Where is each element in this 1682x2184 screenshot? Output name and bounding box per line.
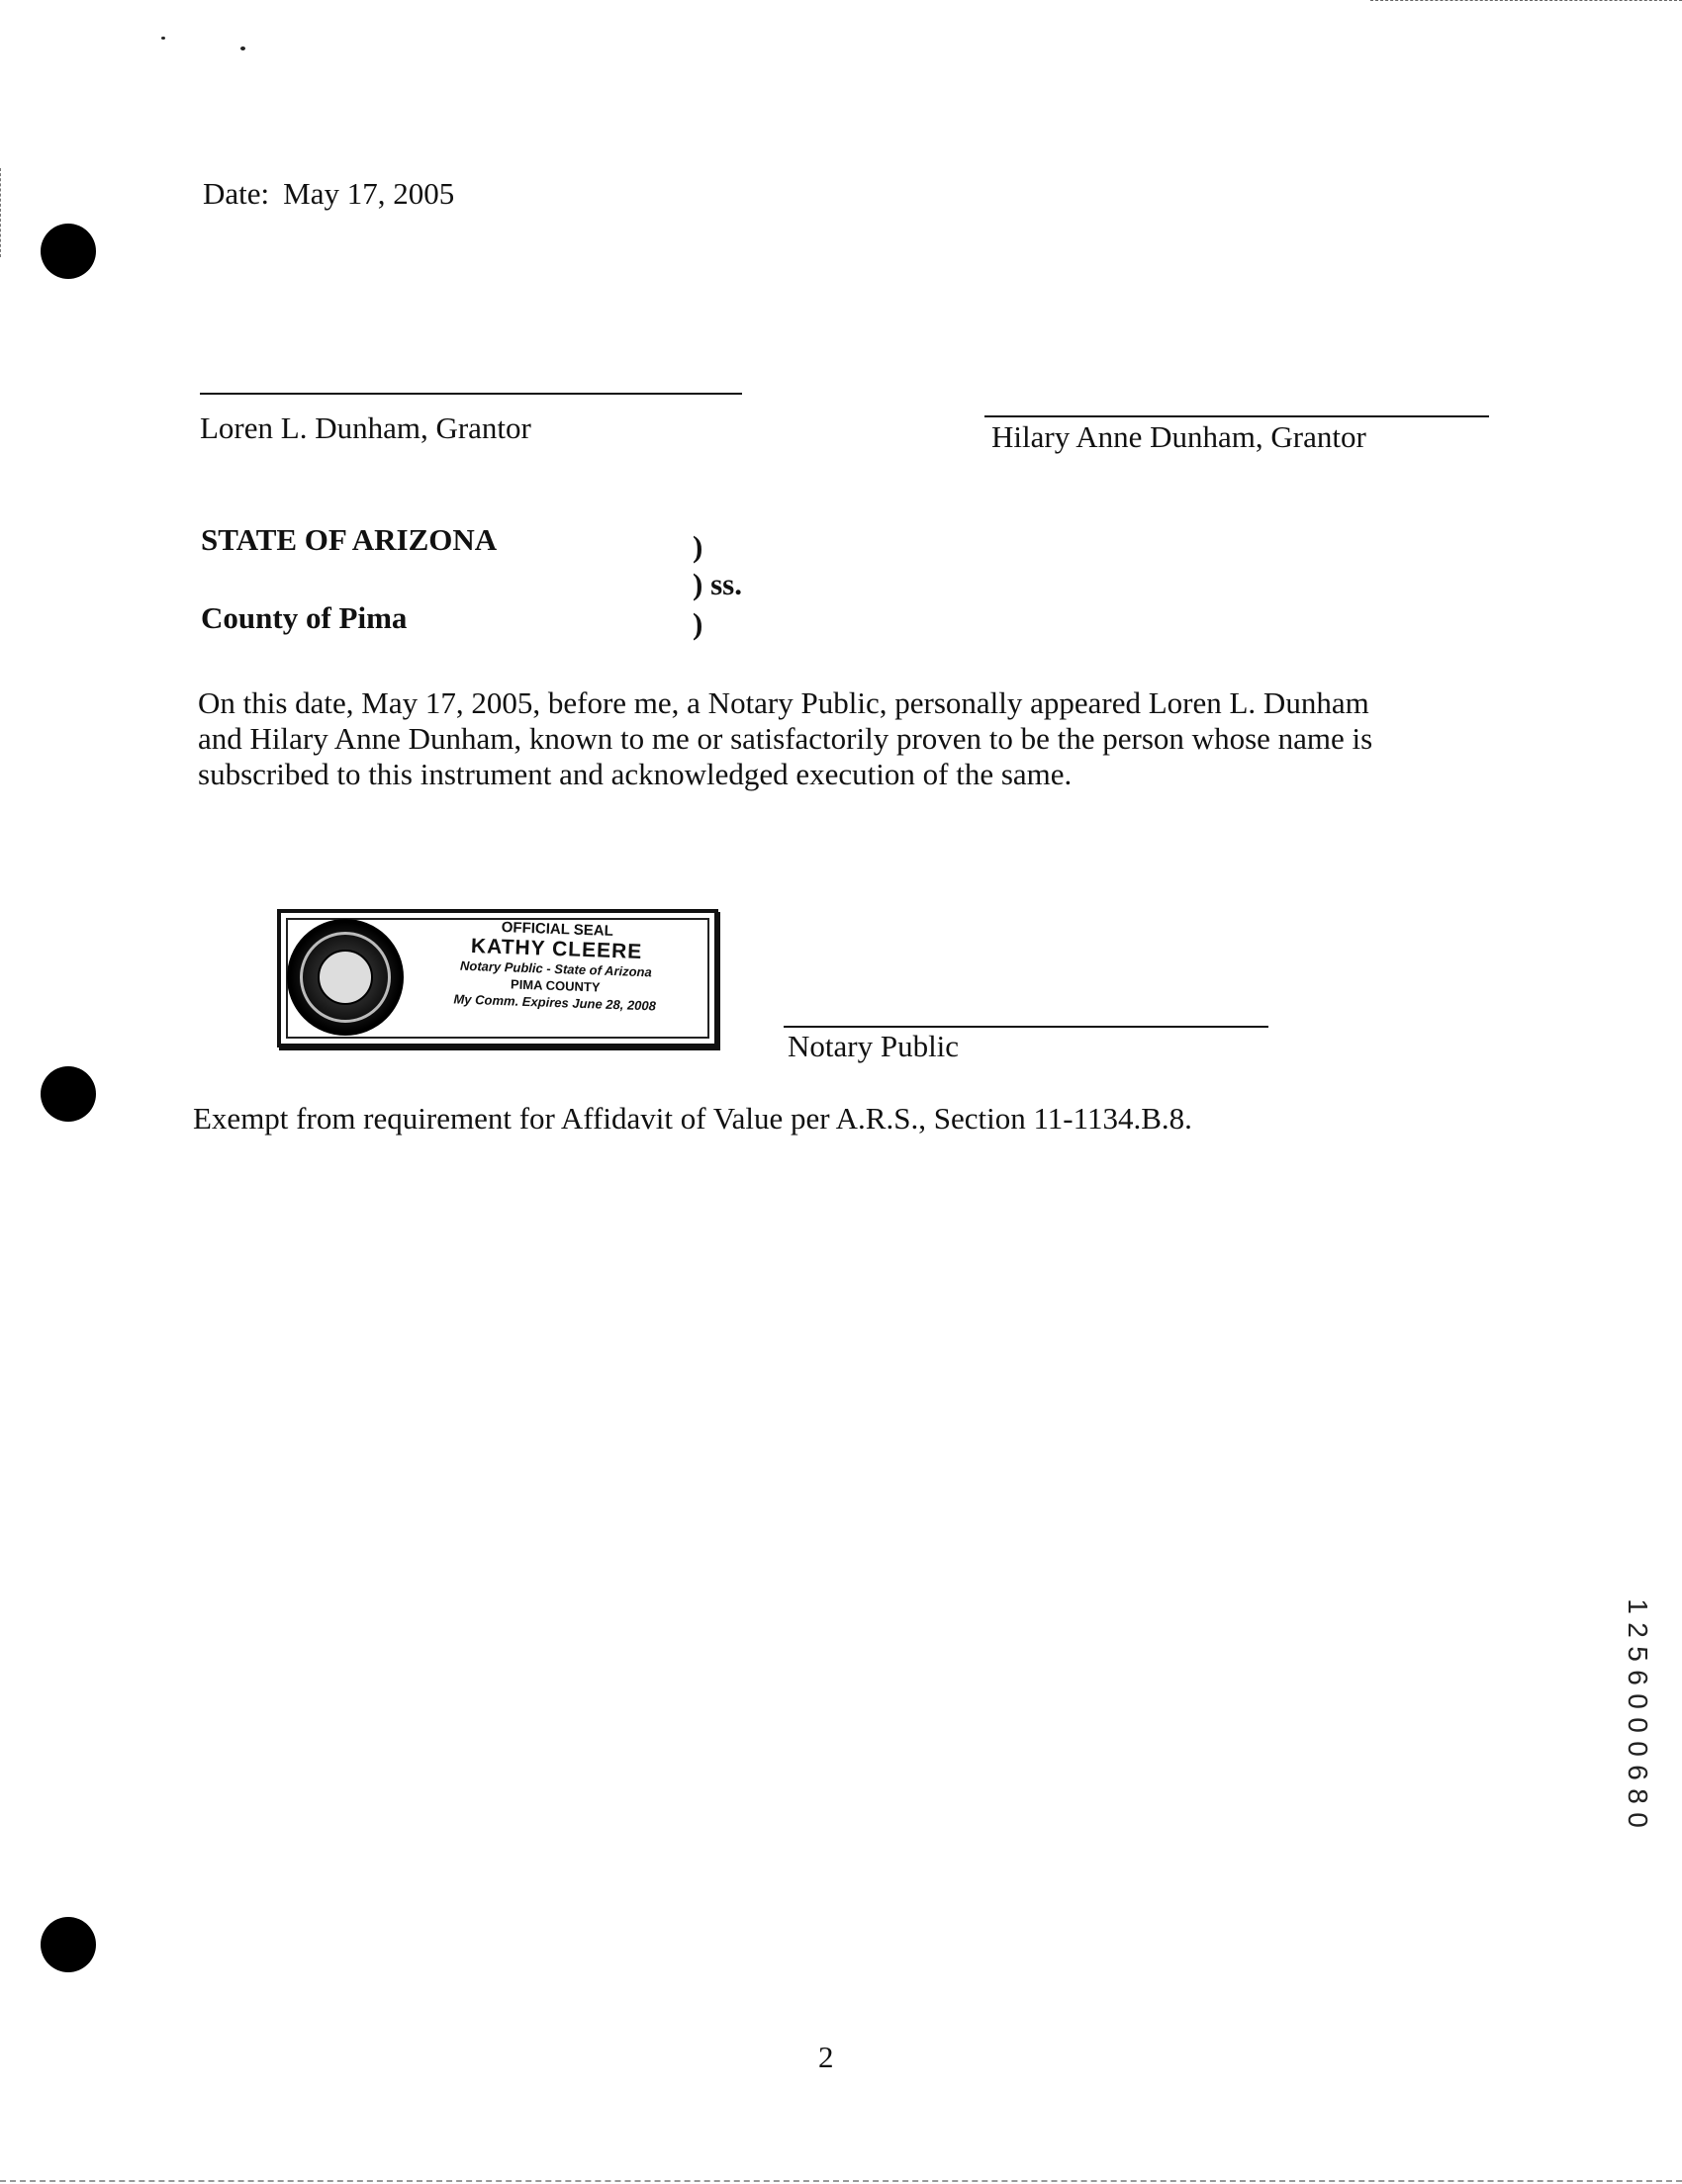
venue-state: STATE OF ARIZONA bbox=[201, 522, 498, 557]
date-line bbox=[203, 176, 454, 212]
scan-edge-bottom bbox=[0, 2180, 1682, 2182]
side-digit: 2 bbox=[1623, 1622, 1653, 1638]
side-digit: 0 bbox=[1623, 1741, 1653, 1757]
date-value: May 17, 2005 bbox=[283, 176, 455, 211]
notary-signature-line bbox=[784, 1026, 1268, 1028]
exemption-statement: Exempt from requirement for Affidavit of Value per A.R.S., Section 11-1134.B.8. bbox=[193, 1101, 1192, 1136]
state-seal-emblem-icon bbox=[287, 919, 404, 1036]
side-digit: 6 bbox=[1623, 1765, 1653, 1780]
date-label: Date: bbox=[203, 176, 270, 211]
page-number: 2 bbox=[818, 2040, 834, 2074]
notary-seal-stamp bbox=[277, 909, 718, 1047]
scan-edge-top bbox=[1370, 0, 1682, 3]
seal-notary-name: KATHY CLEERE bbox=[470, 934, 643, 964]
acknowledgment-line-1: On this date, May 17, 2005, before me, a Notary Public, personally appeared Loren L. Dunham bbox=[198, 685, 1369, 720]
side-digit: 0 bbox=[1623, 1693, 1653, 1709]
acknowledgment-line-2: and Hilary Anne Dunham, known to me or satisfactorily proven to be the person whose name is bbox=[198, 721, 1373, 756]
venue-paren-3: ) bbox=[693, 606, 703, 641]
venue-paren-1: ) bbox=[693, 529, 703, 564]
grantor-2-signature-line bbox=[984, 415, 1489, 417]
side-number-group-1 bbox=[1623, 1594, 1652, 1713]
side-document-number bbox=[1623, 1594, 1652, 1832]
seal-text-block bbox=[411, 916, 702, 1016]
venue-paren-ss: ) ss. bbox=[693, 567, 742, 601]
side-number-group-2 bbox=[1623, 1713, 1652, 1832]
notary-public-label: Notary Public bbox=[788, 1029, 960, 1063]
side-digit: 5 bbox=[1623, 1646, 1653, 1662]
side-digit: 6 bbox=[1623, 1670, 1653, 1685]
side-digit: 0 bbox=[1623, 1717, 1653, 1733]
grantor-1-label: Loren L. Dunham, Grantor bbox=[200, 410, 531, 445]
seal-county: PIMA COUNTY bbox=[510, 976, 601, 995]
side-digit: 8 bbox=[1623, 1788, 1653, 1804]
side-digit: 1 bbox=[1623, 1598, 1653, 1614]
seal-title: OFFICIAL SEAL bbox=[501, 919, 614, 940]
acknowledgment-paragraph bbox=[198, 685, 1484, 792]
grantor-1-signature-line bbox=[200, 393, 742, 395]
side-digit: 0 bbox=[1623, 1812, 1653, 1828]
venue-county: County of Pima bbox=[201, 600, 408, 635]
seal-commission-state: Notary Public - State of Arizona bbox=[459, 957, 653, 980]
punch-hole-top bbox=[41, 224, 96, 279]
punch-hole-middle bbox=[41, 1066, 96, 1122]
acknowledgment-line-3: subscribed to this instrument and acknowledged execution of the same. bbox=[198, 757, 1073, 791]
punch-hole-bottom bbox=[41, 1917, 96, 1972]
seal-expiration: My Comm. Expires June 28, 2008 bbox=[453, 991, 657, 1014]
scan-edge-left bbox=[0, 168, 3, 257]
grantor-2-label: Hilary Anne Dunham, Grantor bbox=[991, 419, 1366, 454]
